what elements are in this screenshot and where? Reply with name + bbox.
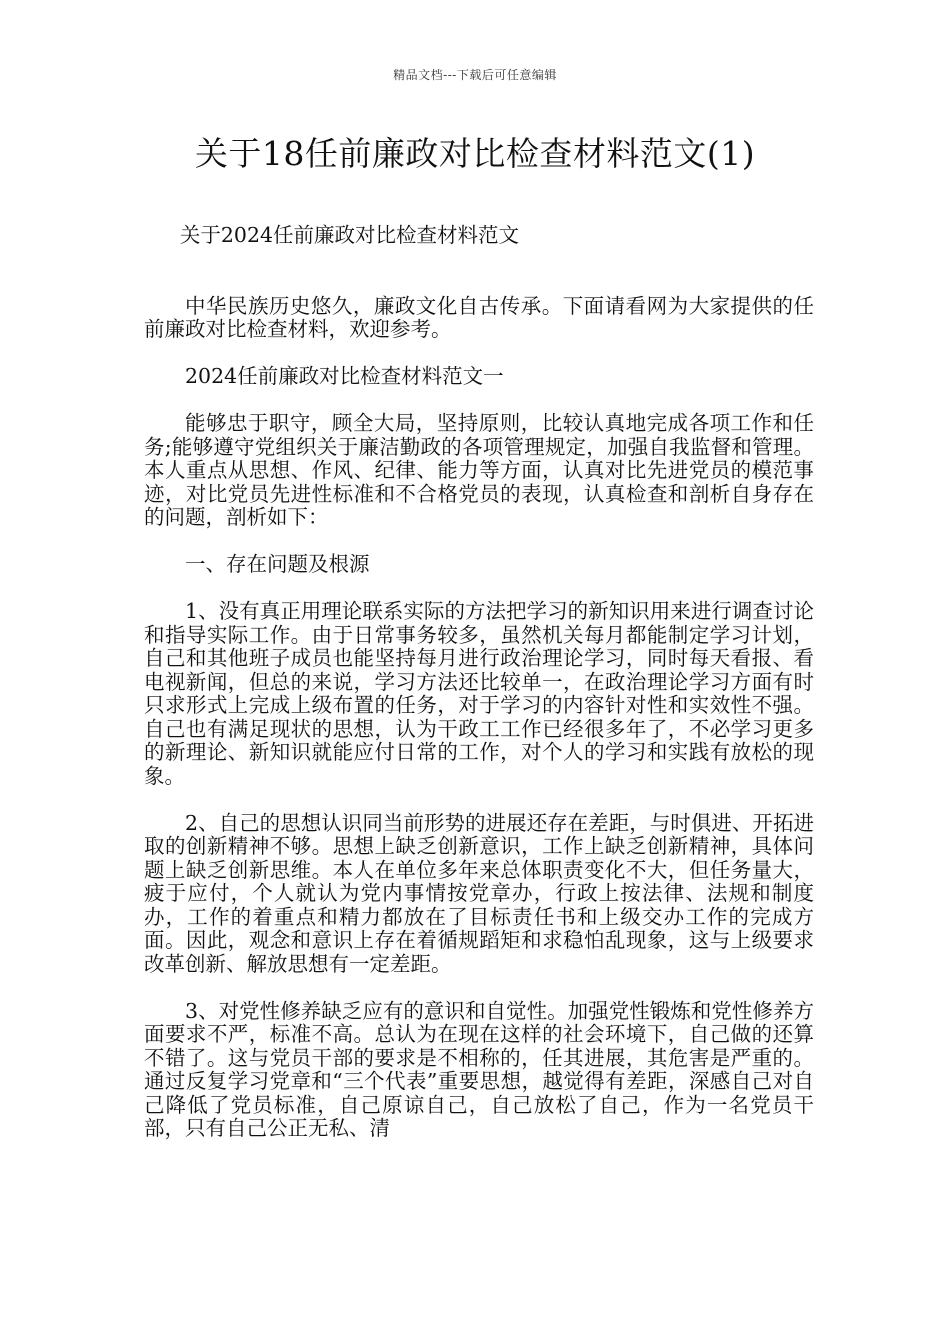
intro-paragraph: 中华民族历史悠久，廉政文化自古传承。下面请看网为大家提供的任前廉政对比检查材料，欢迎参考。 xyxy=(144,293,814,341)
document-subtitle: 关于2024任前廉政对比检查材料范文 xyxy=(179,223,520,247)
header-note: 精品文档---下载后可任意编辑 xyxy=(393,68,557,82)
body-paragraph: 能够忠于职守，顾全大局，坚持原则，比较认真地完成各项工作和任务;能够遵守党组织关于廉洁勤政的各项管理规定，加强自我监督和管理。本人重点从思想、作风、纪律、能力等方面，认真对比先进党员的模范事迹，对比党员先进性标准和不合格党员的表现，认真检查和剖析自身存在的问题，剖析如下： xyxy=(144,411,814,529)
section-heading: 2024任前廉政对比检查材料范文一 xyxy=(185,364,504,388)
body-paragraph: 2、自己的思想认识同当前形势的进展还存在差距，与时俱进、开拓进取的创新精神不够。思想上缺乏创新意识，工作上缺乏创新精神，具体问题上缺乏创新思维。本人在单位多年来总体职责变化不大，但任务量大，疲于应付，个人就认为党内事情按党章办，行政上按法律、法规和制度办，工作的着重点和精力都放在了目标责任书和上级交办工作的完成方面。因此，观念和意识上存在着循规蹈矩和求稳怕乱现象，这与上级要求改革创新、解放思想有一定差距。 xyxy=(144,810,814,976)
document-title: 关于18任前廉政对比检查材料范文(1) xyxy=(194,134,756,173)
body-paragraph: 3、对党性修养缺乏应有的意识和自觉性。加强党性锻炼和党性修养方面要求不严，标准不高。总认为在现在这样的社会环境下，自己做的还算不错了。这与党员干部的要求是不相称的，任其进展，其危害是严重的。通过反复学习党章和“三个代表”重要思想，越觉得有差距，深感自己对自己降低了党员标准，自己原谅自己，自己放松了自己，作为一名党员干部，只有自己公正无私、清 xyxy=(144,998,814,1140)
section-heading: 一、存在问题及根源 xyxy=(185,552,370,576)
document-body xyxy=(144,224,814,1164)
body-paragraph: 1、没有真正用理论联系实际的方法把学习的新知识用来进行调查讨论和指导实际工作。由于日常事务较多，虽然机关每月都能制定学习计划，自己和其他班子成员也能坚持每月进行政治理论学习，同时每天看报、看电视新闻，但总的来说，学习方法还比较单一，在政治理论学习方面有时只求形式上完成上级布置的任务，对于学习的内容针对性和实效性不强。自己也有满足现状的思想，认为干政工工作已经很多年了，不必学习更多的新理论、新知识就能应付日常的工作，对个人的学习和实践有放松的现象。 xyxy=(144,599,814,788)
